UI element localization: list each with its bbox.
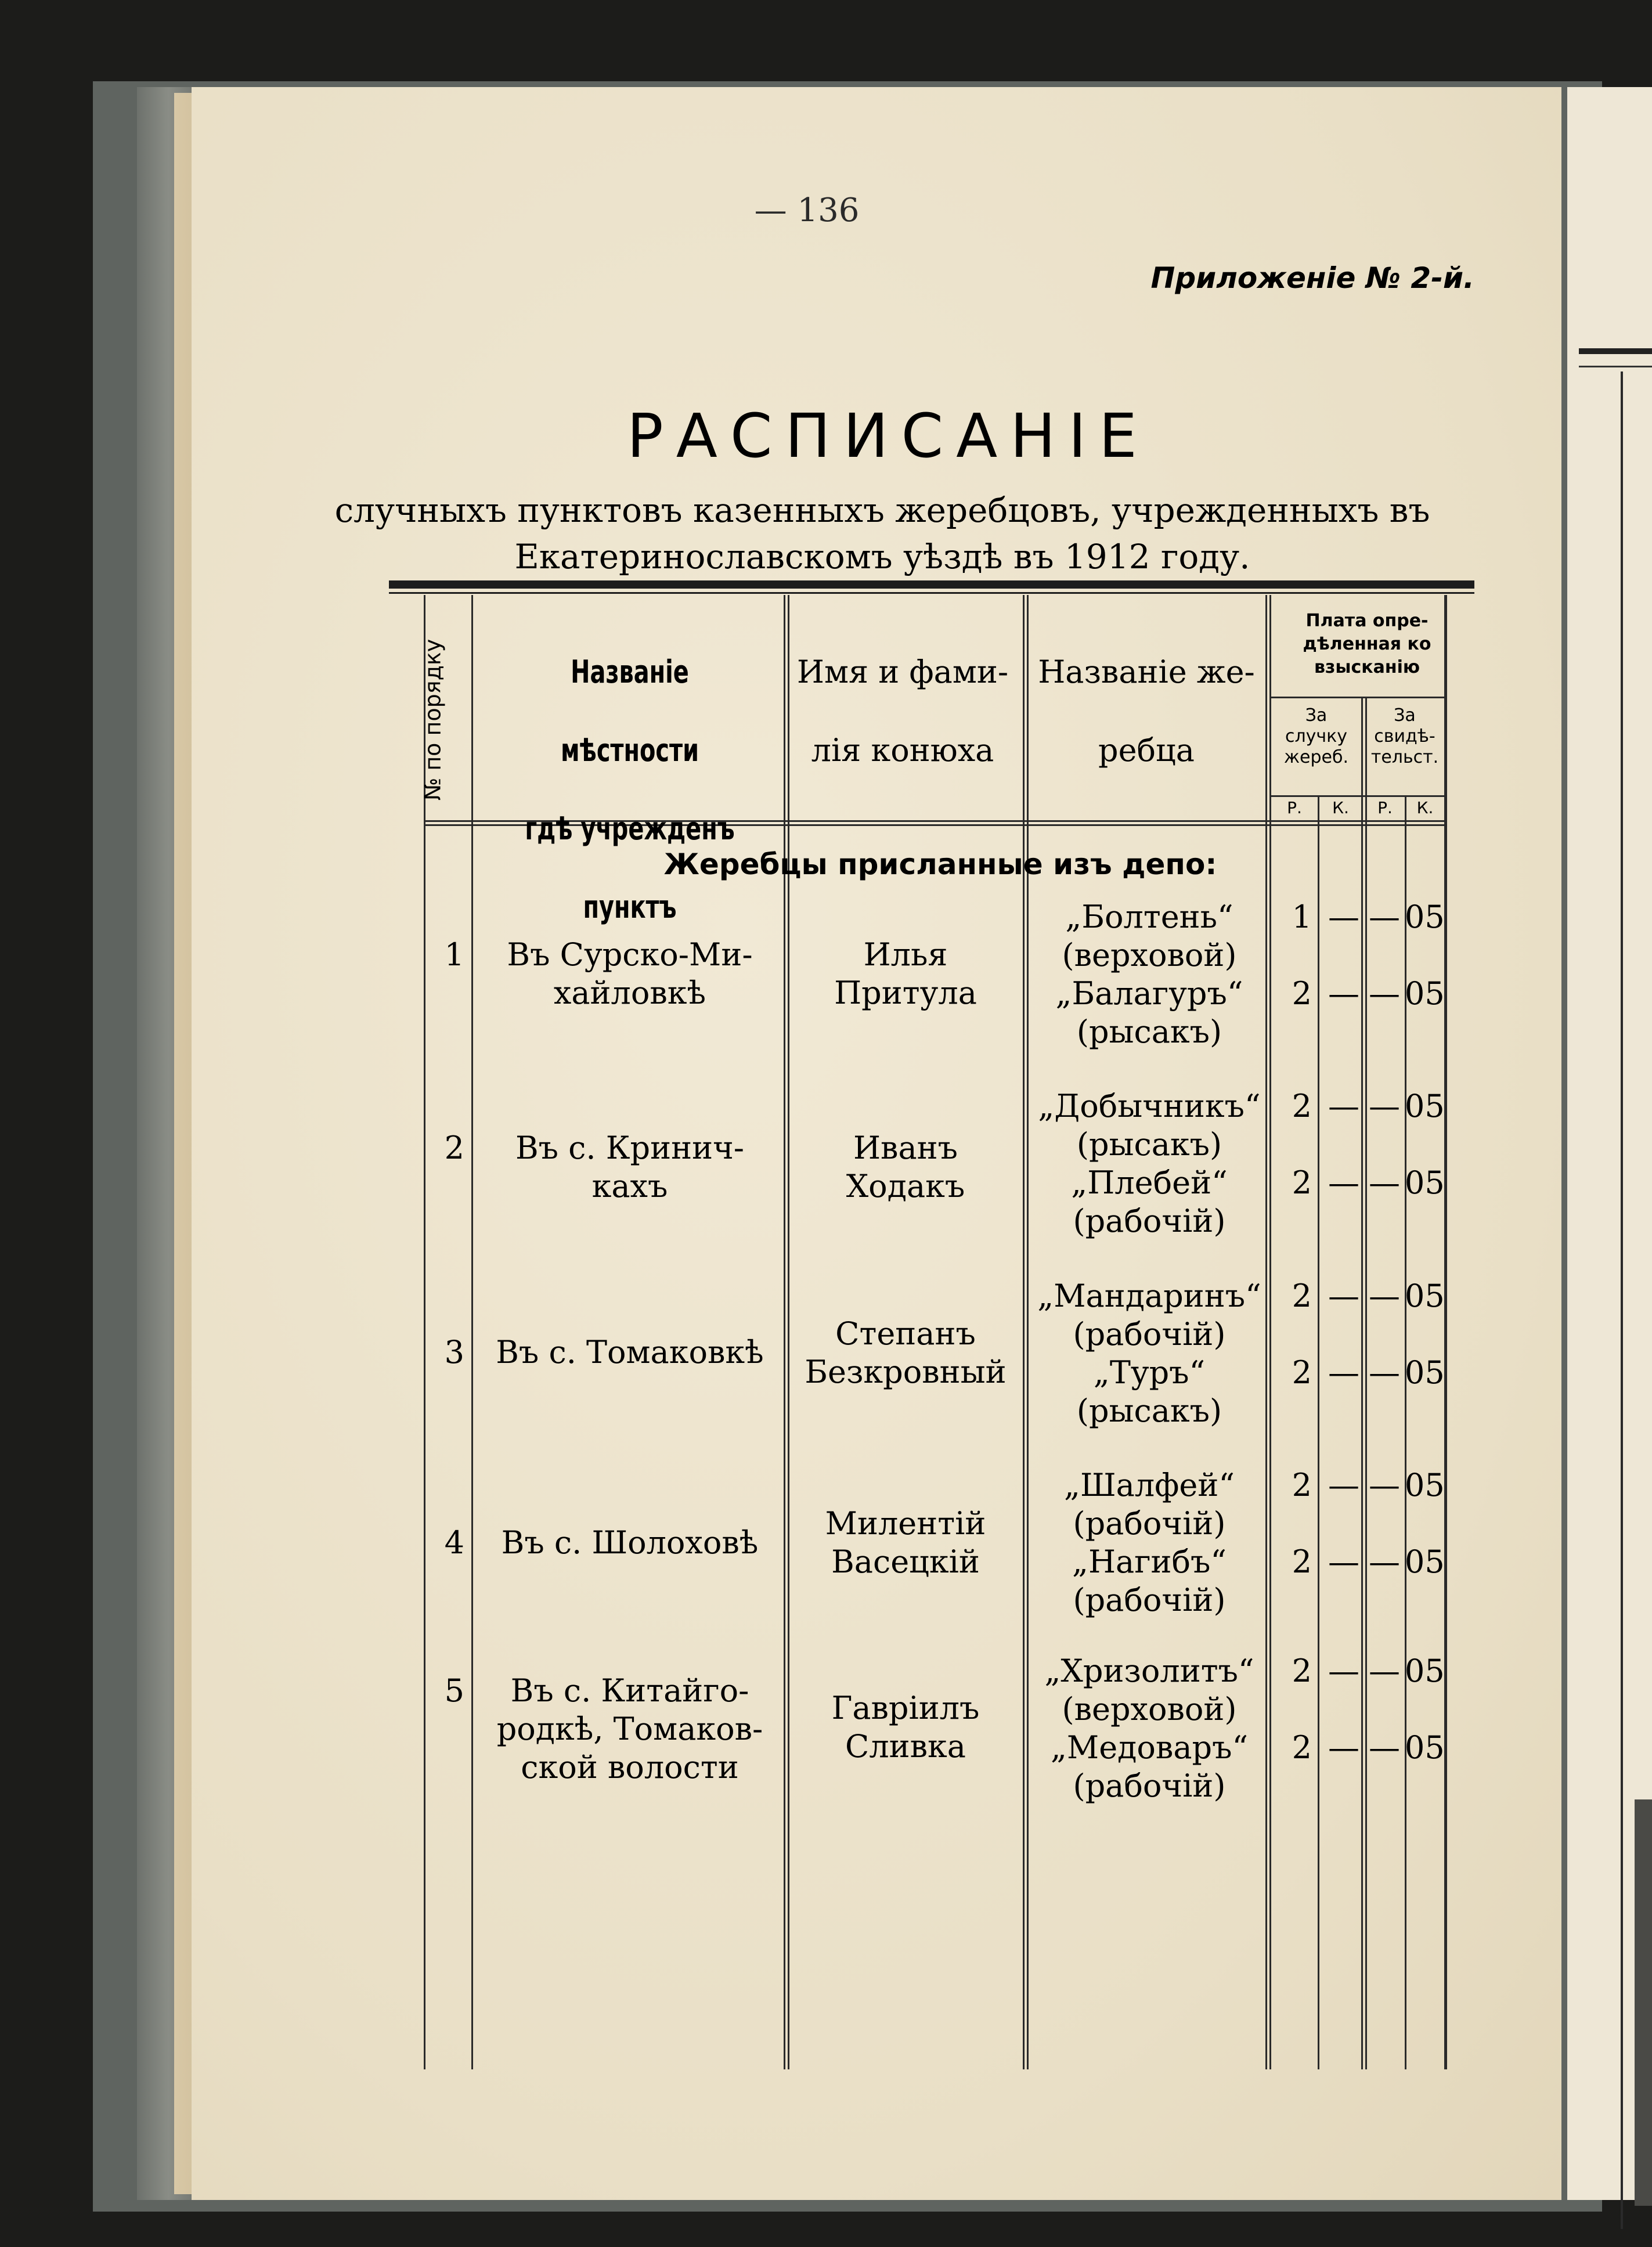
fee-kop: 05 xyxy=(1405,975,1445,1012)
grid-line xyxy=(1444,595,1447,2069)
subtitle-line-1: случныхъ пунктовъ казенныхъ жеребцовъ, учрежденныхъ въ xyxy=(334,490,1430,530)
header-kop: К. xyxy=(1332,798,1349,817)
stallion-type: (рабочій) xyxy=(1073,1316,1226,1352)
row-number: 2 xyxy=(444,1130,464,1166)
fee-kop: 05 xyxy=(1405,1354,1445,1391)
row-location: Въ Сурско-Ми- хайловкѣ xyxy=(507,936,753,1011)
fee-dash: — xyxy=(1328,1088,1359,1124)
row-groom: Гавріилъ Сливка xyxy=(831,1690,980,1765)
row-location: Въ с. Шолоховѣ xyxy=(501,1524,759,1561)
fee-rub: 2 xyxy=(1292,1653,1312,1689)
grid-line xyxy=(1361,697,1363,2069)
stallion-name: „Шалфей“ xyxy=(1064,1467,1235,1503)
table-top-rule xyxy=(389,580,1474,589)
fee-rub: 1 xyxy=(1292,899,1312,935)
grid-line xyxy=(1318,795,1319,2069)
row-number: 4 xyxy=(444,1524,464,1561)
fee-dash: — xyxy=(1328,975,1359,1012)
fee-dash: — xyxy=(1369,1729,1400,1766)
fee-kop: 05 xyxy=(1405,1543,1445,1580)
fee-kop: 05 xyxy=(1405,1088,1445,1124)
fee-rub: 2 xyxy=(1292,1467,1312,1503)
grid-line xyxy=(471,595,473,2069)
header-rub: Р. xyxy=(1287,798,1302,817)
fee-dash: — xyxy=(1369,1278,1400,1314)
row-location: Въ с. Китайго- родкѣ, Томаков- ской волости xyxy=(496,1672,763,1786)
header-rub: Р. xyxy=(1377,798,1393,817)
row-number: 3 xyxy=(444,1334,464,1370)
stallion-name: „Нагибъ“ xyxy=(1072,1543,1227,1580)
row-groom: Степанъ Безкровный xyxy=(805,1315,1007,1390)
header-number: № по порядку xyxy=(420,639,445,801)
fee-dash: — xyxy=(1369,1543,1400,1580)
fee-rub: 2 xyxy=(1292,1354,1312,1391)
stallion-name: „Балагуръ“ xyxy=(1055,975,1243,1012)
header-groom: Имя и фами- лія конюха xyxy=(796,654,1009,769)
right-page xyxy=(1567,87,1652,2200)
fee-dash: — xyxy=(1369,1653,1400,1689)
fee-dash: — xyxy=(1369,1467,1400,1503)
subtitle-line-2: Екатеринославскомъ уѣздѣ въ 1912 году. xyxy=(514,537,1250,576)
table-top-rule-thin xyxy=(389,592,1474,594)
fee-dash: — xyxy=(1328,1164,1359,1201)
fee-kop: 05 xyxy=(1405,1278,1445,1314)
row-number: 1 xyxy=(444,936,464,973)
fee-rub: 2 xyxy=(1292,975,1312,1012)
row-number: 5 xyxy=(444,1672,464,1709)
fee-dash: — xyxy=(1328,1543,1359,1580)
header-kop: К. xyxy=(1416,798,1434,817)
stallion-type: (рабочій) xyxy=(1073,1582,1226,1618)
fee-kop: 05 xyxy=(1405,1653,1445,1689)
grid-line xyxy=(1269,795,1444,797)
fee-rub: 2 xyxy=(1292,1543,1312,1580)
fee-dash: — xyxy=(1369,1354,1400,1391)
stallion-name: „Болтень“ xyxy=(1065,899,1233,935)
stallion-name: „Плебей“ xyxy=(1071,1164,1228,1201)
fee-dash: — xyxy=(1369,1088,1400,1124)
stallion-type: (рабочій) xyxy=(1073,1505,1226,1542)
section-heading: Жеребцы присланные изъ депо: xyxy=(663,847,1217,881)
header-fee-breeding: За случку жереб. xyxy=(1283,705,1349,767)
fee-kop: 05 xyxy=(1405,1164,1445,1201)
fee-rub: 2 xyxy=(1292,1088,1312,1124)
stallion-type: (верховой) xyxy=(1062,1691,1237,1727)
page-title: РАСПИСАНІЕ xyxy=(627,401,1150,471)
fee-dash: — xyxy=(1328,1354,1359,1391)
stallion-type: (рабочій) xyxy=(1073,1203,1226,1239)
grid-line xyxy=(1023,595,1025,2069)
stallion-type: (рысакъ) xyxy=(1076,1393,1222,1429)
fee-rub: 2 xyxy=(1292,1729,1312,1766)
fee-dash: — xyxy=(1369,899,1400,935)
fee-dash: — xyxy=(1328,1729,1359,1766)
appendix-label: Приложеніе № 2-й. xyxy=(1150,261,1474,295)
stallion-name: „Хризолитъ“ xyxy=(1044,1653,1254,1689)
grid-line xyxy=(784,595,785,2069)
fee-dash: — xyxy=(1328,1653,1359,1689)
fee-dash: — xyxy=(1369,1164,1400,1201)
stallion-type: (верховой) xyxy=(1062,937,1237,973)
fee-kop: 05 xyxy=(1405,1467,1445,1503)
stallion-name: „Медоваръ“ xyxy=(1050,1729,1249,1766)
header-fee-certificate: За свидѣ- тельст. xyxy=(1370,705,1439,767)
stallion-name: „Мандаринъ“ xyxy=(1037,1278,1261,1314)
row-location: Въ с. Кринич- кахъ xyxy=(515,1130,745,1204)
grid-line xyxy=(1269,697,1444,698)
header-location: Названіе мѣстности гдѣ учрежденъ пунктъ xyxy=(525,654,735,925)
row-location: Въ с. Томаковкѣ xyxy=(496,1334,764,1370)
row-groom: Иванъ Ходакъ xyxy=(846,1130,965,1204)
stallion-name: „Туръ“ xyxy=(1093,1354,1206,1391)
stallion-type: (рысакъ) xyxy=(1076,1014,1222,1050)
fee-dash: — xyxy=(1328,899,1359,935)
fee-dash: — xyxy=(1369,975,1400,1012)
header-fee: Плата опре- дѣленная ко взысканію xyxy=(1303,611,1431,677)
row-groom: Милентій Васецкій xyxy=(825,1505,986,1580)
fee-dash: — xyxy=(1328,1467,1359,1503)
fee-rub: 2 xyxy=(1292,1164,1312,1201)
fee-rub: 2 xyxy=(1292,1278,1312,1314)
fee-dash: — xyxy=(1328,1278,1359,1314)
fee-kop: 05 xyxy=(1405,899,1445,935)
row-groom: Илья Притула xyxy=(834,936,977,1011)
stallion-name: „Добычникъ“ xyxy=(1038,1088,1261,1124)
fee-kop: 05 xyxy=(1405,1729,1445,1766)
header-stallion: Названіе же- ребца xyxy=(1038,654,1255,769)
stallion-type: (рысакъ) xyxy=(1076,1126,1222,1163)
stallion-type: (рабочій) xyxy=(1073,1768,1226,1804)
page-number: — 136 xyxy=(754,192,860,229)
